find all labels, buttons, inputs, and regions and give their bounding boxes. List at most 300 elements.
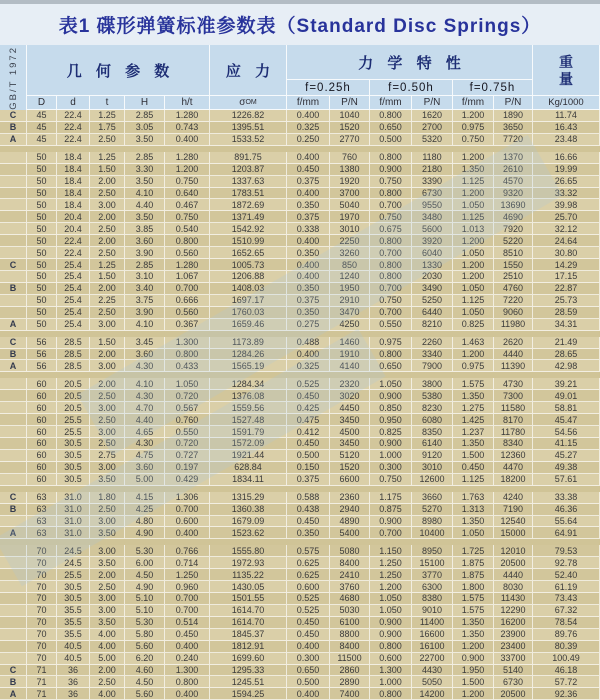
table-row [0, 199, 600, 211]
value-cell: 54.56 [533, 426, 600, 438]
value-cell: 0.540 [165, 223, 210, 235]
value-cell: 5.00 [125, 474, 165, 486]
value-cell: 1697.17 [210, 295, 287, 307]
value-cell: 70 [27, 593, 57, 605]
value-cell: 30.5 [57, 474, 90, 486]
value-cell: 3.05 [125, 122, 165, 134]
table-row [0, 653, 600, 665]
value-cell: 12540 [494, 516, 533, 528]
value-cell: 25.4 [57, 271, 90, 283]
value-cell: 4.30 [125, 390, 165, 402]
value-cell: 30.5 [57, 581, 90, 593]
value-cell: 56 [27, 337, 57, 349]
value-cell: 39.98 [533, 199, 600, 211]
value-cell: 17.15 [533, 271, 600, 283]
value-cell: 5030 [330, 605, 370, 617]
value-cell: 6040 [412, 247, 453, 259]
value-cell: 5.00 [90, 653, 125, 665]
value-cell: 57.61 [533, 474, 600, 486]
table-row [0, 557, 600, 569]
header-geometry: 几 何 参 数 [27, 45, 210, 96]
value-cell: 30.5 [57, 438, 90, 450]
value-cell: 60 [27, 450, 57, 462]
value-cell: 0.300 [287, 653, 330, 665]
value-cell: 0.800 [370, 641, 412, 653]
value-cell: 5.10 [125, 593, 165, 605]
value-cell: 1.463 [453, 337, 494, 349]
value-cell: 50 [27, 199, 57, 211]
value-cell: 63 [27, 527, 57, 539]
value-cell: 1620 [412, 110, 453, 122]
series-cell: B [0, 676, 27, 688]
value-cell: 79.53 [533, 545, 600, 557]
value-cell: 0.525 [287, 593, 330, 605]
table-row [0, 349, 600, 361]
value-cell: 2.00 [90, 569, 125, 581]
value-cell: 1.067 [165, 271, 210, 283]
value-cell: 8400 [330, 641, 370, 653]
value-cell: 0.467 [165, 199, 210, 211]
value-cell: 1206.88 [210, 271, 287, 283]
table-row [0, 188, 600, 200]
value-cell: 22.4 [57, 134, 90, 146]
value-cell: 1.200 [453, 641, 494, 653]
value-cell: 1555.80 [210, 545, 287, 557]
value-cell: 25.5 [57, 569, 90, 581]
value-cell: 3390 [412, 176, 453, 188]
header-deflection-025: f=0.25h [287, 80, 370, 96]
value-cell: 0.650 [370, 360, 412, 372]
value-cell: 0.950 [370, 414, 412, 426]
value-cell: 2.00 [90, 349, 125, 361]
value-cell: 25.4 [57, 295, 90, 307]
value-cell: 25.4 [57, 307, 90, 319]
value-cell: 1699.60 [210, 653, 287, 665]
table-row [0, 271, 600, 283]
value-cell: 3490 [412, 283, 453, 295]
value-cell: 0.350 [287, 199, 330, 211]
value-cell: 70 [27, 653, 57, 665]
value-cell: 4470 [494, 462, 533, 474]
value-cell: 2.85 [125, 110, 165, 122]
value-cell: 0.400 [287, 110, 330, 122]
value-cell: 1659.46 [210, 319, 287, 331]
table-row [0, 504, 600, 516]
value-cell: 1.000 [370, 676, 412, 688]
value-cell: 0.412 [287, 426, 330, 438]
value-cell: 0.560 [165, 247, 210, 259]
value-cell: 7400 [330, 688, 370, 700]
value-cell: 2.50 [90, 438, 125, 450]
value-cell: 0.375 [287, 474, 330, 486]
col-header-sigma: σ OM [210, 96, 287, 110]
value-cell: 1.350 [453, 164, 494, 176]
col-header-f1: f/mm [287, 96, 330, 110]
col-header-p2: P/N [412, 96, 453, 110]
value-cell: 22.4 [57, 235, 90, 247]
series-cell [0, 450, 27, 462]
value-cell: 22.87 [533, 283, 600, 295]
value-cell: 70 [27, 581, 57, 593]
value-cell: 60 [27, 438, 57, 450]
value-cell: 33700 [494, 653, 533, 665]
value-cell: 1.125 [453, 474, 494, 486]
value-cell: 0.400 [287, 271, 330, 283]
value-cell: 1.050 [370, 593, 412, 605]
value-cell: 4.10 [125, 319, 165, 331]
table-row [0, 474, 600, 486]
value-cell: 92.36 [533, 688, 600, 700]
value-cell: 4450 [330, 402, 370, 414]
table-body [0, 110, 600, 700]
series-cell: B [0, 283, 27, 295]
value-cell: 1523.62 [210, 527, 287, 539]
value-cell: 1.200 [453, 259, 494, 271]
value-cell: 10400 [412, 527, 453, 539]
value-cell: 1.425 [453, 414, 494, 426]
header-deflection-075: f=0.75h [453, 80, 533, 96]
value-cell: 1.575 [453, 593, 494, 605]
value-cell: 3650 [494, 122, 533, 134]
value-cell: 0.450 [287, 617, 330, 629]
value-cell: 3480 [412, 211, 453, 223]
value-cell: 0.450 [287, 164, 330, 176]
value-cell: 3770 [412, 569, 453, 581]
value-cell: 0.850 [370, 402, 412, 414]
series-cell [0, 235, 27, 247]
value-cell: 12360 [494, 450, 533, 462]
header-stress: 应 力 [210, 45, 287, 96]
value-cell: 0.750 [370, 474, 412, 486]
value-cell: 0.400 [165, 527, 210, 539]
value-cell: 23.48 [533, 134, 600, 146]
value-cell: 36 [57, 676, 90, 688]
value-cell: 1.50 [90, 337, 125, 349]
value-cell: 1395.51 [210, 122, 287, 134]
value-cell: 1.725 [453, 545, 494, 557]
value-cell: 1542.92 [210, 223, 287, 235]
value-cell: 56 [27, 360, 57, 372]
value-cell: 6100 [330, 617, 370, 629]
value-cell: 25.4 [57, 319, 90, 331]
value-cell: 31.0 [57, 504, 90, 516]
value-cell: 9060 [494, 307, 533, 319]
value-cell: 1.25 [90, 110, 125, 122]
value-cell: 6.00 [125, 557, 165, 569]
value-cell: 28.65 [533, 349, 600, 361]
table-header [0, 45, 600, 110]
value-cell: 3260 [330, 247, 370, 259]
value-cell: 3.45 [125, 337, 165, 349]
value-cell: 11.74 [533, 110, 600, 122]
value-cell: 4.75 [125, 450, 165, 462]
header-deflection-050: f=0.50h [370, 80, 453, 96]
value-cell: 16.66 [533, 152, 600, 164]
value-cell: 3.40 [125, 283, 165, 295]
series-cell: A [0, 527, 27, 539]
value-cell: 50 [27, 259, 57, 271]
value-cell: 14.29 [533, 259, 600, 271]
value-cell: 4.50 [125, 676, 165, 688]
series-cell [0, 152, 27, 164]
series-cell [0, 569, 27, 581]
value-cell: 1550 [494, 259, 533, 271]
series-cell: C [0, 492, 27, 504]
series-cell [0, 653, 27, 665]
value-cell: 25.5 [57, 414, 90, 426]
value-cell: 1.500 [453, 450, 494, 462]
value-cell: 0.750 [370, 211, 412, 223]
value-cell: 16.43 [533, 122, 600, 134]
value-cell: 0.400 [287, 188, 330, 200]
value-cell: 2250 [330, 235, 370, 247]
value-cell: 78.54 [533, 617, 600, 629]
value-cell: 1565.19 [210, 360, 287, 372]
value-cell: 1370 [494, 152, 533, 164]
value-cell: 45 [27, 110, 57, 122]
value-cell: 1376.08 [210, 390, 287, 402]
value-cell: 2620 [494, 337, 533, 349]
value-cell: 4730 [494, 378, 533, 390]
value-cell: 1533.52 [210, 134, 287, 146]
value-cell: 8950 [412, 545, 453, 557]
value-cell: 3.50 [125, 176, 165, 188]
value-cell: 1173.89 [210, 337, 287, 349]
value-cell: 6440 [412, 307, 453, 319]
value-cell: 11400 [412, 617, 453, 629]
value-cell: 7300 [494, 390, 533, 402]
value-cell: 5050 [412, 676, 453, 688]
value-cell: 0.700 [370, 199, 412, 211]
value-cell: 0.600 [370, 653, 412, 665]
value-cell: 1360.38 [210, 504, 287, 516]
series-cell: C [0, 337, 27, 349]
value-cell: 1.875 [453, 557, 494, 569]
table-row [0, 164, 600, 176]
value-cell: 1.200 [453, 110, 494, 122]
series-cell [0, 474, 27, 486]
value-cell: 11980 [494, 319, 533, 331]
value-cell: 57.72 [533, 676, 600, 688]
value-cell: 8340 [494, 438, 533, 450]
value-cell: 2.50 [90, 414, 125, 426]
value-cell: 45 [27, 134, 57, 146]
value-cell: 5.60 [125, 641, 165, 653]
value-cell: 1845.37 [210, 629, 287, 641]
value-cell: 0.588 [287, 492, 330, 504]
value-cell: 0.900 [370, 164, 412, 176]
value-cell: 0.375 [287, 211, 330, 223]
value-cell: 3470 [330, 307, 370, 319]
series-cell: A [0, 134, 27, 146]
value-cell: 18.4 [57, 199, 90, 211]
value-cell: 1.200 [453, 188, 494, 200]
value-cell: 0.425 [287, 402, 330, 414]
series-cell [0, 617, 27, 629]
value-cell: 41.15 [533, 438, 600, 450]
value-cell: 4760 [494, 283, 533, 295]
value-cell: 73.43 [533, 593, 600, 605]
value-cell: 25.73 [533, 295, 600, 307]
value-cell: 1.300 [165, 665, 210, 677]
value-cell: 4.60 [125, 665, 165, 677]
series-cell [0, 629, 27, 641]
value-cell: 6300 [412, 581, 453, 593]
value-cell: 1.200 [453, 271, 494, 283]
value-cell: 28.5 [57, 360, 90, 372]
series-cell [0, 199, 27, 211]
value-cell: 25.5 [57, 426, 90, 438]
value-cell: 1.25 [90, 259, 125, 271]
value-cell: 70 [27, 629, 57, 641]
value-cell: 70 [27, 605, 57, 617]
value-cell: 3.50 [90, 557, 125, 569]
value-cell: 3920 [412, 235, 453, 247]
value-cell: 1572.09 [210, 438, 287, 450]
value-cell: 0.600 [287, 581, 330, 593]
value-cell: 25.70 [533, 211, 600, 223]
value-cell: 4430 [412, 665, 453, 677]
series-cell [0, 295, 27, 307]
value-cell: 2260 [412, 337, 453, 349]
value-cell: 70 [27, 545, 57, 557]
value-cell: 16100 [412, 641, 453, 653]
value-cell: 2.00 [90, 211, 125, 223]
value-cell: 7920 [494, 223, 533, 235]
value-cell: 1337.63 [210, 176, 287, 188]
value-cell: 1.200 [453, 152, 494, 164]
value-cell: 18200 [494, 474, 533, 486]
series-cell [0, 176, 27, 188]
value-cell: 1510.99 [210, 235, 287, 247]
value-cell: 35.5 [57, 617, 90, 629]
value-cell: 3450 [330, 414, 370, 426]
value-cell: 7190 [494, 504, 533, 516]
value-cell: 0.650 [370, 122, 412, 134]
value-cell: 2360 [330, 492, 370, 504]
value-cell: 50 [27, 223, 57, 235]
table-row [0, 283, 600, 295]
value-cell: 50 [27, 176, 57, 188]
value-cell: 0.666 [165, 295, 210, 307]
value-cell: 55.64 [533, 516, 600, 528]
value-cell: 4.25 [125, 504, 165, 516]
value-cell: 15100 [412, 557, 453, 569]
value-cell: 50 [27, 211, 57, 223]
table-row [0, 122, 600, 134]
value-cell: 891.75 [210, 152, 287, 164]
value-cell: 0.766 [165, 545, 210, 557]
value-cell: 5600 [412, 223, 453, 235]
value-cell: 6080 [412, 414, 453, 426]
value-cell: 3.60 [125, 349, 165, 361]
value-cell: 4.70 [125, 402, 165, 414]
value-cell: 0.525 [287, 605, 330, 617]
value-cell: 1.050 [453, 247, 494, 259]
value-cell: 42.98 [533, 360, 600, 372]
value-cell: 5270 [412, 504, 453, 516]
value-cell: 1.250 [370, 569, 412, 581]
series-cell [0, 164, 27, 176]
value-cell: 2.50 [90, 581, 125, 593]
value-cell: 2.50 [90, 223, 125, 235]
value-cell: 1.250 [370, 557, 412, 569]
value-cell: 2610 [494, 164, 533, 176]
standard-cell [0, 45, 27, 110]
value-cell: 33.32 [533, 188, 600, 200]
value-cell: 1040 [330, 110, 370, 122]
value-cell: 6.20 [125, 653, 165, 665]
value-cell: 1.200 [370, 581, 412, 593]
value-cell: 2910 [330, 295, 370, 307]
value-cell: 2.50 [90, 504, 125, 516]
value-cell: 71 [27, 676, 57, 688]
value-cell: 70 [27, 569, 57, 581]
value-cell: 24.64 [533, 235, 600, 247]
value-cell: 1.050 [370, 378, 412, 390]
value-cell: 30.5 [57, 593, 90, 605]
value-cell: 1872.69 [210, 199, 287, 211]
value-cell: 3.00 [90, 462, 125, 474]
value-cell: 33.38 [533, 492, 600, 504]
value-cell: 0.300 [370, 462, 412, 474]
header-weight: 重 量 [533, 45, 600, 96]
table-row [0, 462, 600, 474]
value-cell: 5.30 [125, 617, 165, 629]
series-cell [0, 271, 27, 283]
value-cell: 4890 [330, 516, 370, 528]
value-cell: 18.4 [57, 152, 90, 164]
value-cell: 31.0 [57, 516, 90, 528]
value-cell: 0.900 [370, 629, 412, 641]
value-cell: 0.400 [287, 641, 330, 653]
value-cell: 3.90 [125, 247, 165, 259]
series-cell: B [0, 122, 27, 134]
value-cell: 22.4 [57, 122, 90, 134]
value-cell: 28.5 [57, 337, 90, 349]
table-row [0, 259, 600, 271]
value-cell: 0.650 [287, 665, 330, 677]
value-cell: 4690 [494, 211, 533, 223]
series-cell [0, 545, 27, 557]
value-cell: 2770 [330, 134, 370, 146]
value-cell: 1.300 [370, 665, 412, 677]
value-cell: 92.78 [533, 557, 600, 569]
header-mechanical: 力 学 特 性 [287, 45, 533, 80]
value-cell: 45.27 [533, 450, 600, 462]
value-cell: 0.640 [165, 188, 210, 200]
value-cell: 1245.51 [210, 676, 287, 688]
value-cell: 1.763 [453, 492, 494, 504]
value-cell: 20.5 [57, 390, 90, 402]
value-cell: 2.50 [90, 390, 125, 402]
table-row [0, 688, 600, 700]
col-header-weight-unit: Kg/1000 [533, 96, 600, 110]
value-cell: 1.575 [453, 378, 494, 390]
value-cell: 3.00 [90, 516, 125, 528]
value-cell: 3.75 [125, 295, 165, 307]
value-cell: 0.400 [287, 259, 330, 271]
value-cell: 4250 [330, 319, 370, 331]
value-cell: 6730 [494, 676, 533, 688]
value-cell: 0.900 [370, 516, 412, 528]
value-cell: 2180 [412, 164, 453, 176]
value-cell: 1240 [330, 271, 370, 283]
value-cell: 4440 [494, 349, 533, 361]
value-cell: 3.00 [90, 319, 125, 331]
value-cell: 3.90 [125, 307, 165, 319]
value-cell: 1.80 [90, 492, 125, 504]
